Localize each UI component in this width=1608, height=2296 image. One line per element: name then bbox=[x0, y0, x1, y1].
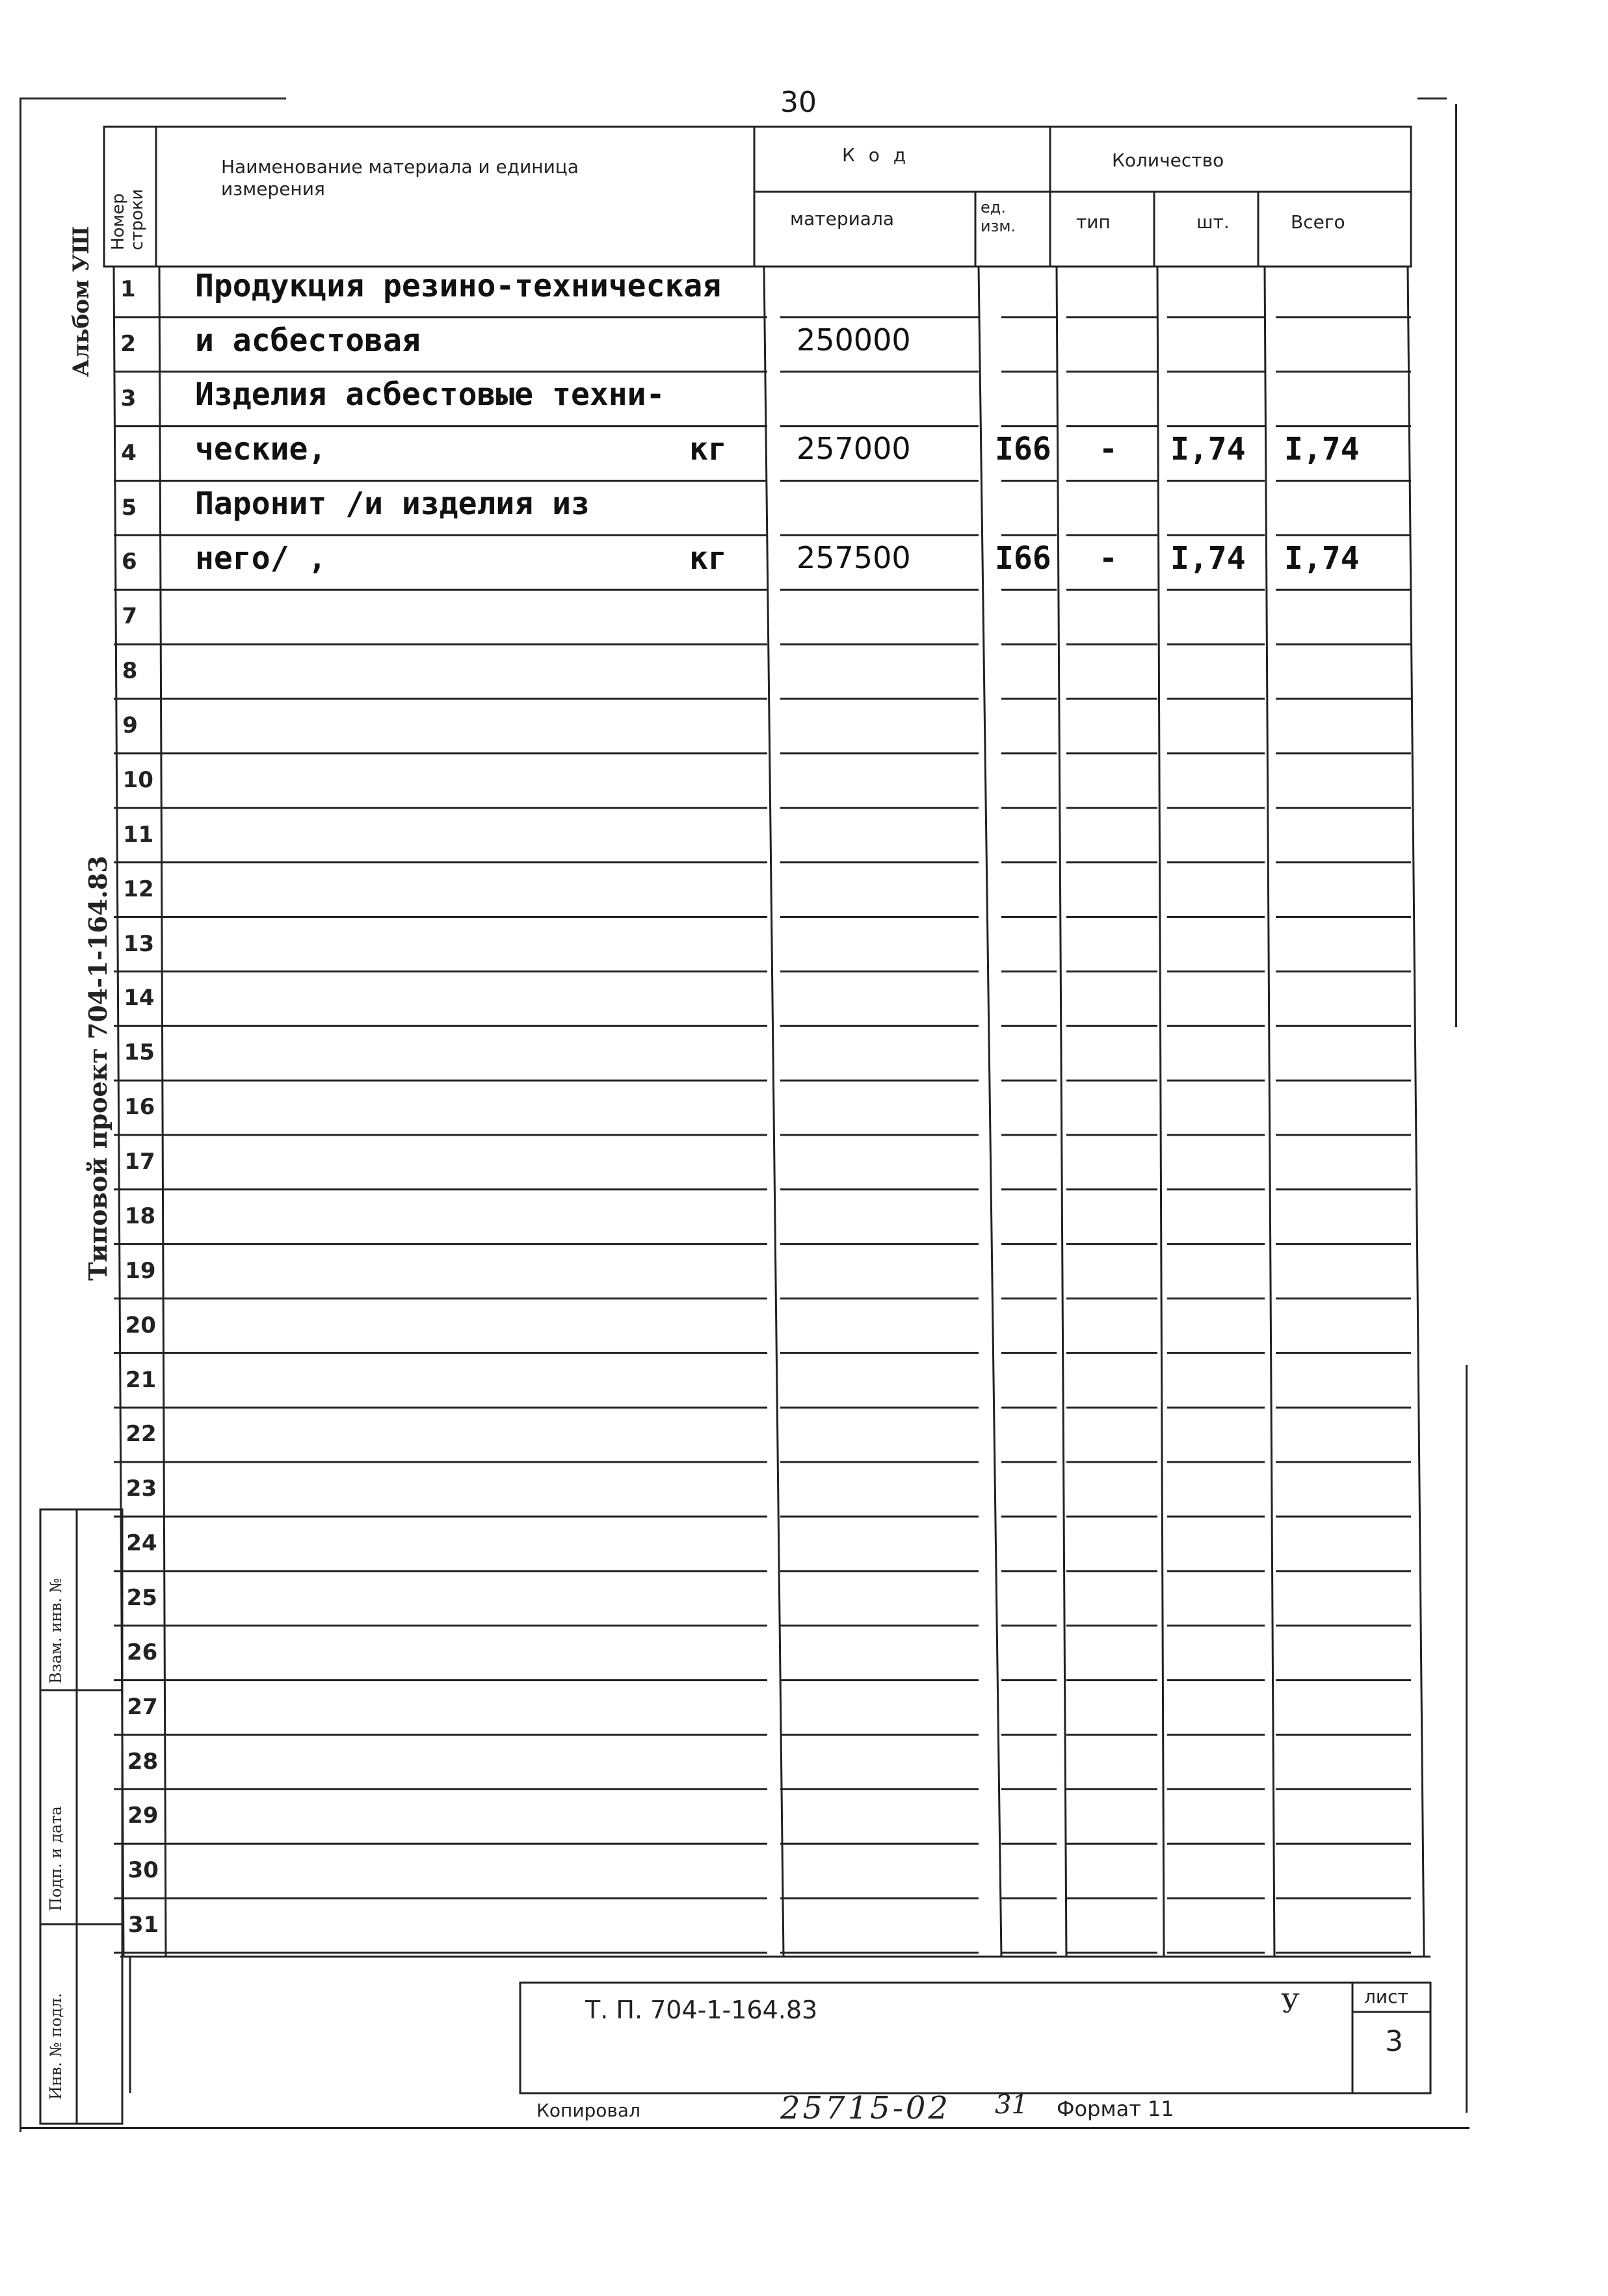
cell-material-code: 257000 bbox=[797, 431, 911, 467]
row-number: 6 bbox=[122, 549, 137, 575]
row-number: 20 bbox=[125, 1312, 156, 1338]
row-number: 27 bbox=[127, 1693, 158, 1720]
row-number: 16 bbox=[124, 1094, 155, 1121]
row-number: 2 bbox=[120, 330, 137, 357]
row-number: 30 bbox=[127, 1857, 159, 1884]
header-code-material: материала bbox=[790, 208, 895, 229]
cell-material-name: него/ , bbox=[195, 540, 327, 577]
row-number: 23 bbox=[125, 1476, 157, 1502]
row-number: 29 bbox=[127, 1803, 159, 1829]
header-line-number: Номер строки bbox=[109, 189, 147, 250]
header-material-name: Наименование материала и единица измерения bbox=[221, 156, 579, 200]
cell-material-name: и асбестовая bbox=[195, 322, 421, 359]
stamp-sheet-number: 3 bbox=[1385, 2025, 1403, 2058]
row-number: 1 bbox=[120, 276, 136, 303]
cell-material-name: ческие, bbox=[195, 431, 327, 468]
album-label: Альбом УШ bbox=[68, 226, 94, 377]
row-number: 3 bbox=[120, 385, 137, 411]
row-number: 21 bbox=[125, 1366, 157, 1393]
cell-unit-code: I66 bbox=[995, 431, 1051, 468]
cell-unit: кг bbox=[689, 540, 727, 577]
cell-unit: кг bbox=[689, 431, 727, 468]
stamp-sheet-label: лист bbox=[1364, 1986, 1408, 2007]
row-number: 5 bbox=[121, 494, 137, 521]
cell-qty-pcs: I,74 bbox=[1170, 540, 1246, 577]
inv-orig-label: Инв. № подл. bbox=[47, 1992, 65, 2100]
project-label: Типовой проект 704-1-164.83 bbox=[83, 855, 112, 1281]
stamp-copied: Копировал bbox=[536, 2100, 640, 2121]
row-number: 17 bbox=[124, 1149, 155, 1175]
cell-material-code: 250000 bbox=[797, 322, 911, 358]
header-code-unit: ед. изм. bbox=[981, 198, 1016, 235]
row-number: 9 bbox=[122, 712, 138, 739]
row-number: 24 bbox=[126, 1530, 157, 1557]
cell-material-code: 257500 bbox=[797, 540, 911, 576]
row-number: 10 bbox=[122, 766, 153, 793]
row-number: 7 bbox=[122, 603, 138, 630]
header-quantity: Количество bbox=[1112, 150, 1224, 171]
stamp-order: 25715-02 bbox=[780, 2090, 951, 2126]
header-qty-type: тип bbox=[1076, 211, 1111, 233]
row-number: 25 bbox=[126, 1585, 157, 1611]
sign-date-label: Подп. и дата bbox=[47, 1806, 65, 1911]
row-number: 14 bbox=[124, 985, 155, 1011]
cell-material-name: Изделия асбестовые техни- bbox=[195, 376, 665, 413]
cell-qty-pcs: I,74 bbox=[1170, 431, 1246, 468]
row-number: 31 bbox=[128, 1912, 159, 1938]
cell-material-name: Продукция резино-техническая bbox=[195, 267, 722, 304]
header-code: К о д bbox=[842, 144, 910, 166]
inv-num-label: Взам. инв. № bbox=[47, 1578, 65, 1684]
row-number: 11 bbox=[123, 821, 154, 848]
cell-unit-code: I66 bbox=[995, 540, 1051, 577]
row-number: 12 bbox=[123, 876, 154, 902]
cell-qty-total: I,74 bbox=[1284, 540, 1360, 577]
cell-qty-type: - bbox=[1099, 431, 1118, 468]
stamp-format: Формат 11 bbox=[1057, 2096, 1174, 2121]
row-number: 8 bbox=[122, 658, 138, 685]
cell-qty-total: I,74 bbox=[1284, 431, 1360, 468]
row-number: 19 bbox=[125, 1257, 156, 1284]
row-number: 22 bbox=[125, 1421, 157, 1448]
row-number: 28 bbox=[127, 1748, 159, 1775]
stamp-doc-code: Т. П. 704-1-164.83 bbox=[585, 1996, 818, 2024]
header-qty-total: Всего bbox=[1291, 211, 1345, 233]
header-qty-pcs: шт. bbox=[1196, 211, 1230, 233]
stamp-order-num: 31 bbox=[995, 2090, 1028, 2120]
row-number: 13 bbox=[123, 930, 155, 957]
page-number: 30 bbox=[780, 86, 817, 119]
row-number: 4 bbox=[121, 439, 137, 466]
row-number: 18 bbox=[124, 1203, 156, 1229]
stamp-variant: У bbox=[1281, 1989, 1300, 2019]
row-number: 15 bbox=[124, 1039, 155, 1066]
row-number: 26 bbox=[127, 1639, 158, 1665]
cell-material-name: Паронит /и изделия из bbox=[195, 486, 590, 523]
cell-qty-type: - bbox=[1099, 540, 1118, 577]
